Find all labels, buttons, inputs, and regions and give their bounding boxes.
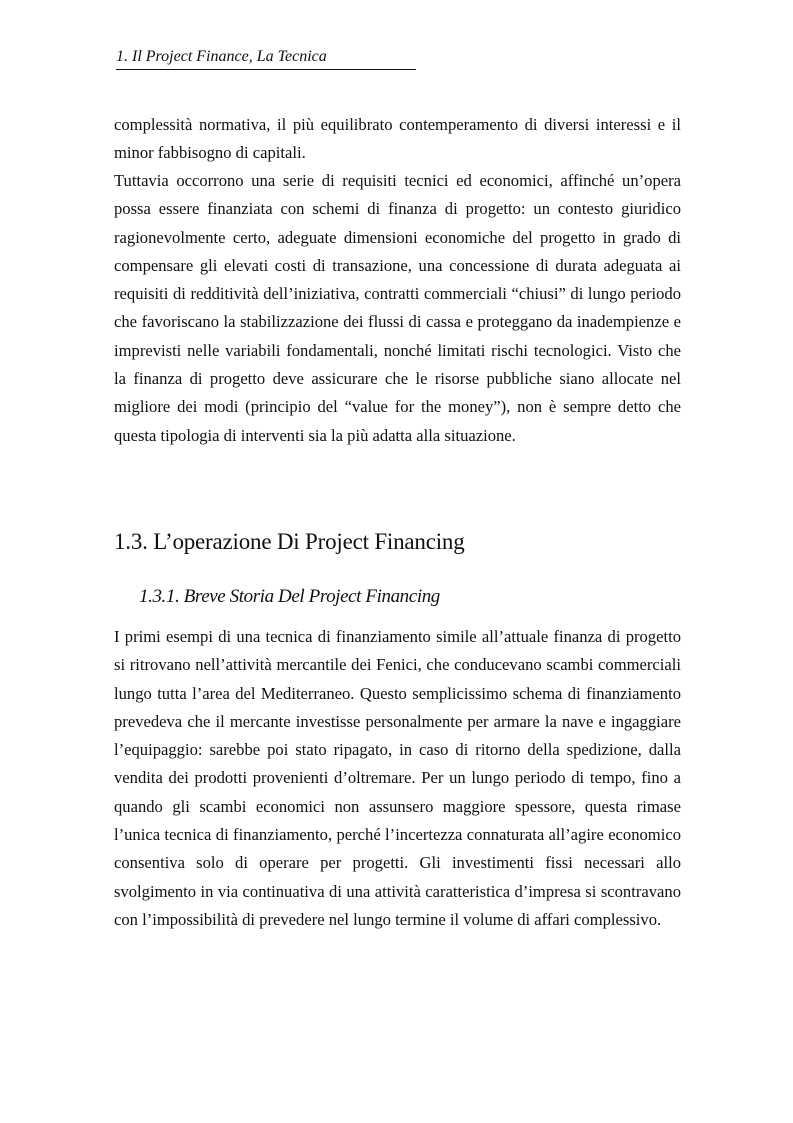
paragraph-text: complessità normativa, il più equilibrato contemperamento di diversi interessi e il minor fabbisogno di capitali. bbox=[114, 115, 681, 163]
paragraph-continuation bbox=[114, 111, 681, 168]
section-heading: 1.3. L’operazione Di Project Financing bbox=[114, 529, 465, 554]
subsection-heading: 1.3.1. Breve Storia Del Project Financing bbox=[139, 586, 440, 607]
paragraph-text: I primi esempi di una tecnica di finanziamento simile all’attuale finanza di progetto si ritrovano nell’attività mercantile dei Fenici, che conducevano scambi commerciali lungo tutta l’area del Mediterraneo. Questo semplicissimo schema di finanziamento prevedeva che il mercante investisse personalmente per armare la nave e ingaggiare l’equipaggio: sarebbe poi stato ripagato, in caso di ritorno della spedizione, dalla vendita dei prodotti provenienti d’oltremare. Per un lungo periodo di tempo, fino a quando gli scambi economici non assunsero maggiore spessore, questa rimase l’unica tecnica di finanziamento, perché l’incertezza connaturata all’agire economico consentiva solo di operare per progetti. Gli investimenti fissi necessari allo svolgimento in via continuativa di una attività caratteristica d’impresa si scontravano con l’impossibilità di prevedere nel lungo termine il volume di affari complessivo. bbox=[114, 627, 681, 929]
paragraph-requirements bbox=[114, 167, 681, 450]
running-header: 1. Il Project Finance, La Tecnica bbox=[116, 47, 416, 70]
paragraph-history bbox=[114, 623, 681, 934]
paragraph-text: Tuttavia occorrono una serie di requisiti tecnici ed economici, affinché un’opera possa essere finanziata con schemi di finanza di progetto: un contesto giuridico ragionevolmente certo, adeguate dimensioni economiche del progetto in grado di compensare gli elevati costi di transazione, una concessione di durata adeguata ai requisiti di redditività dell’iniziativa, contratti commerciali “chiusi” di lungo periodo che favoriscano la stabilizzazione dei flussi di cassa e proteggano da inadempienze e imprevisti nelle variabili fondamentali, nonché limitati rischi tecnologici. Visto che la finanza di progetto deve assicurare che le risorse pubbliche siano allocate nel migliore dei modi (principio del “value for the money”), non è sempre detto che questa tipologia di interventi sia la più adatta alla situazione. bbox=[114, 171, 681, 445]
